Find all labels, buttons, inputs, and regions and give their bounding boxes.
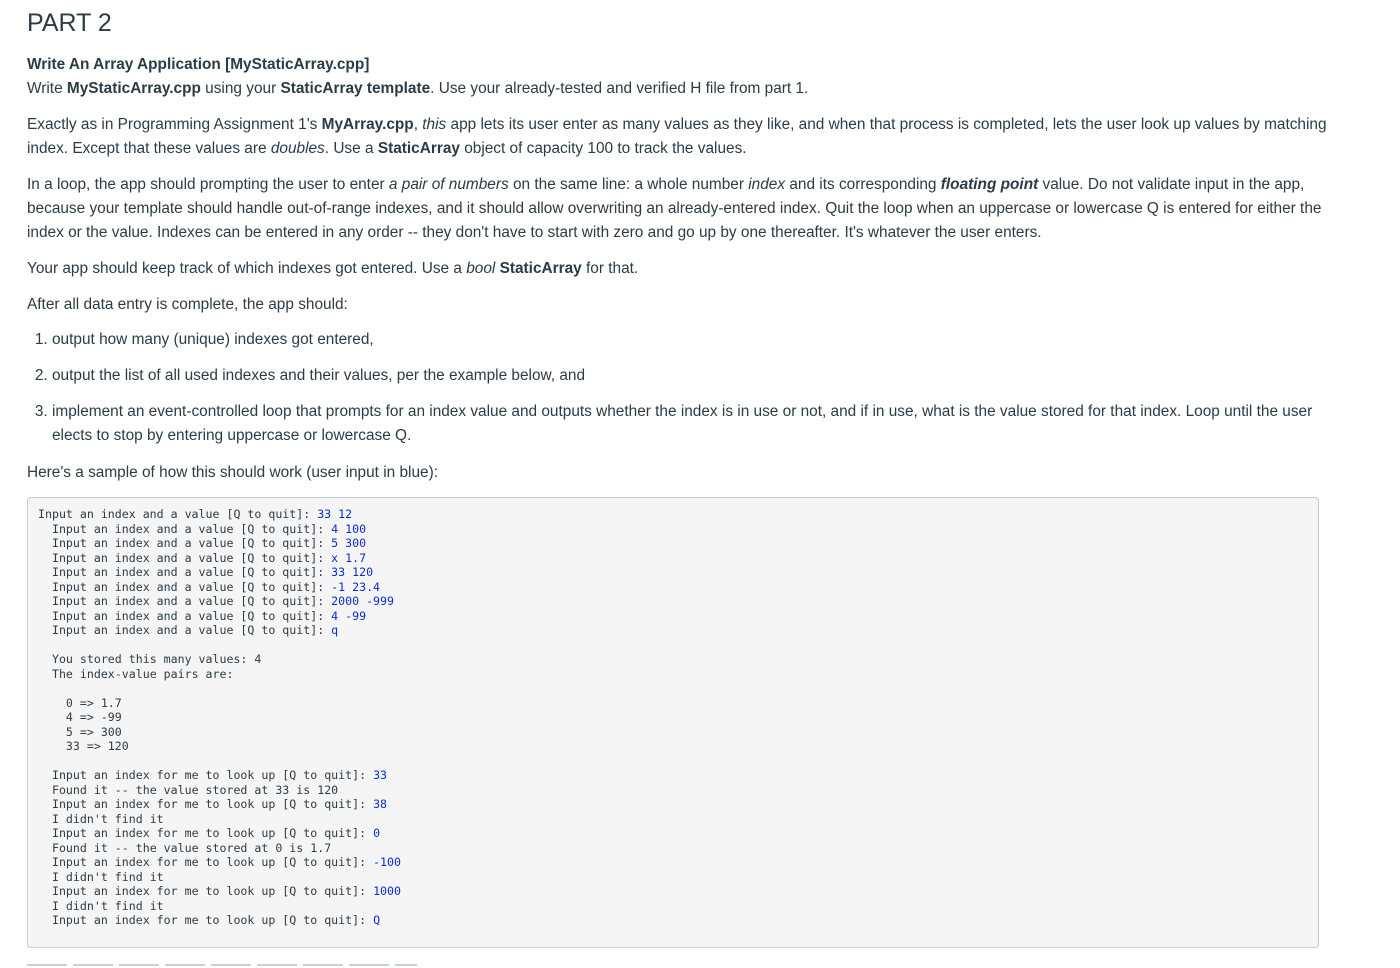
pair-line: 33 => 120 — [65, 739, 129, 753]
paragraph-3: In a loop, the app should prompting the user to enter a pair of numbers on the same line: a whole number index and its corresponding floating point value. Do not validate input in the app, because your template should handle out-of-range indexes, and it should allow overwriting an already-entered index. Quit the loop when an uppercase or lowercase Q is entered for either the index or the value. Indexes can be entered in any order -- they don't have to start with zero and go up by one thereafter. It's whatever the user enters. — [27, 176, 1322, 241]
cut-off-next-line — [27, 960, 427, 968]
sample-output-block: Input an index and a value [Q to quit]: 33 12 Input an index and a value [Q to quit]: 4 100 Input an index and a value [Q to quit]: 5 300 Input an index and a value [Q to quit]: x 1.7 Input an index and a value [Q to quit]: 33 120 Input an index and a value [Q to quit]: -1 23.4 Input an index and a value [Q to quit]: 2000 -999 Input an index and a value [Q to quit]: 4 -99 Input an index and a value [Q to quit]: q You stored this many values: 4 The index-value pairs are: 0 => 1.7 4 => -99 5 => 300 33 => 120 Input an index for me to look up [Q to quit]: 33 Found it -- the value stored at 33 is 120 Input an index for me to look up [Q to quit]: 38 I didn't find it Input an index for me to look up [Q to quit]: 0 Found it -- the value stored at 0 is 1.7 Input an index for me to look up [Q to quit]: -100 I didn't find it Input an index for me to look up [Q to quit]: 1000 I didn't find it Input an index for me to look up [Q to quit]: Q — [27, 497, 1319, 948]
user-input: 38 — [373, 797, 388, 811]
lookup-result: I didn't find it — [51, 811, 164, 826]
user-input: 33 120 — [331, 565, 374, 579]
user-input: 33 — [373, 768, 388, 782]
lookup-result: I didn't find it — [51, 869, 164, 884]
user-input: -1 23.4 — [331, 579, 381, 594]
user-input: 5 300 — [331, 536, 367, 550]
user-input: 1000 — [373, 884, 401, 898]
list-item: 2. output the list of all used indexes and their values, per the example below, and — [52, 364, 1327, 388]
user-input: x 1.7 — [331, 550, 367, 565]
user-input: q — [331, 623, 339, 637]
user-input: 0 — [373, 826, 381, 840]
user-input: 4 -99 — [331, 608, 367, 623]
lookup-result: I didn't find it — [51, 898, 164, 913]
section-subheading: Write An Array Application [MyStaticArray.cpp] — [27, 56, 370, 73]
paragraph-1: Write MyStaticArray.cpp using your StaticArray template. Use your already-tested and verified H file from part 1. — [27, 80, 809, 97]
paragraph-6: Here's a sample of how this should work (user input in blue): — [27, 464, 438, 481]
list-item: 3. implement an event-controlled loop that prompts for an index value and outputs whether the index is in use or not, and if in use, what is the value stored for that index. Loop until the user elects to stop by entering uppercase or lowercase Q. — [52, 400, 1327, 448]
requirements-list — [27, 328, 1327, 460]
page-title: PART 2 — [27, 9, 112, 37]
user-input: Q — [373, 913, 381, 927]
pair-line: 0 => 1.7 — [65, 695, 122, 710]
pair-line: 4 => -99 — [65, 710, 122, 724]
paragraph-5: After all data entry is complete, the app should: — [27, 296, 348, 313]
user-input: 33 12 — [317, 507, 353, 521]
pairs-heading-line: The index-value pairs are: — [51, 666, 234, 681]
stored-count-line: You stored this many values: 4 — [51, 652, 262, 666]
paragraph-2: Exactly as in Programming Assignment 1's MyArray.cpp, this app lets its user enter as many values as they like, and when that process is completed, lets the user look up values by matching index. Except that these values are doubles. Use a StaticArray object of capacity 100 to track the values. — [27, 116, 1327, 157]
user-input: 4 100 — [331, 521, 367, 536]
user-input: 2000 -999 — [331, 594, 394, 608]
lookup-result: Found it -- the value stored at 33 is 120 — [51, 782, 339, 797]
paragraph-4: Your app should keep track of which indexes got entered. Use a bool StaticArray for that. — [27, 260, 639, 277]
list-item: 1. output how many (unique) indexes got entered, — [52, 328, 1327, 352]
lookup-result: Found it -- the value stored at 0 is 1.7 — [51, 840, 332, 855]
user-input: -100 — [373, 855, 401, 869]
pair-line: 5 => 300 — [65, 724, 122, 739]
